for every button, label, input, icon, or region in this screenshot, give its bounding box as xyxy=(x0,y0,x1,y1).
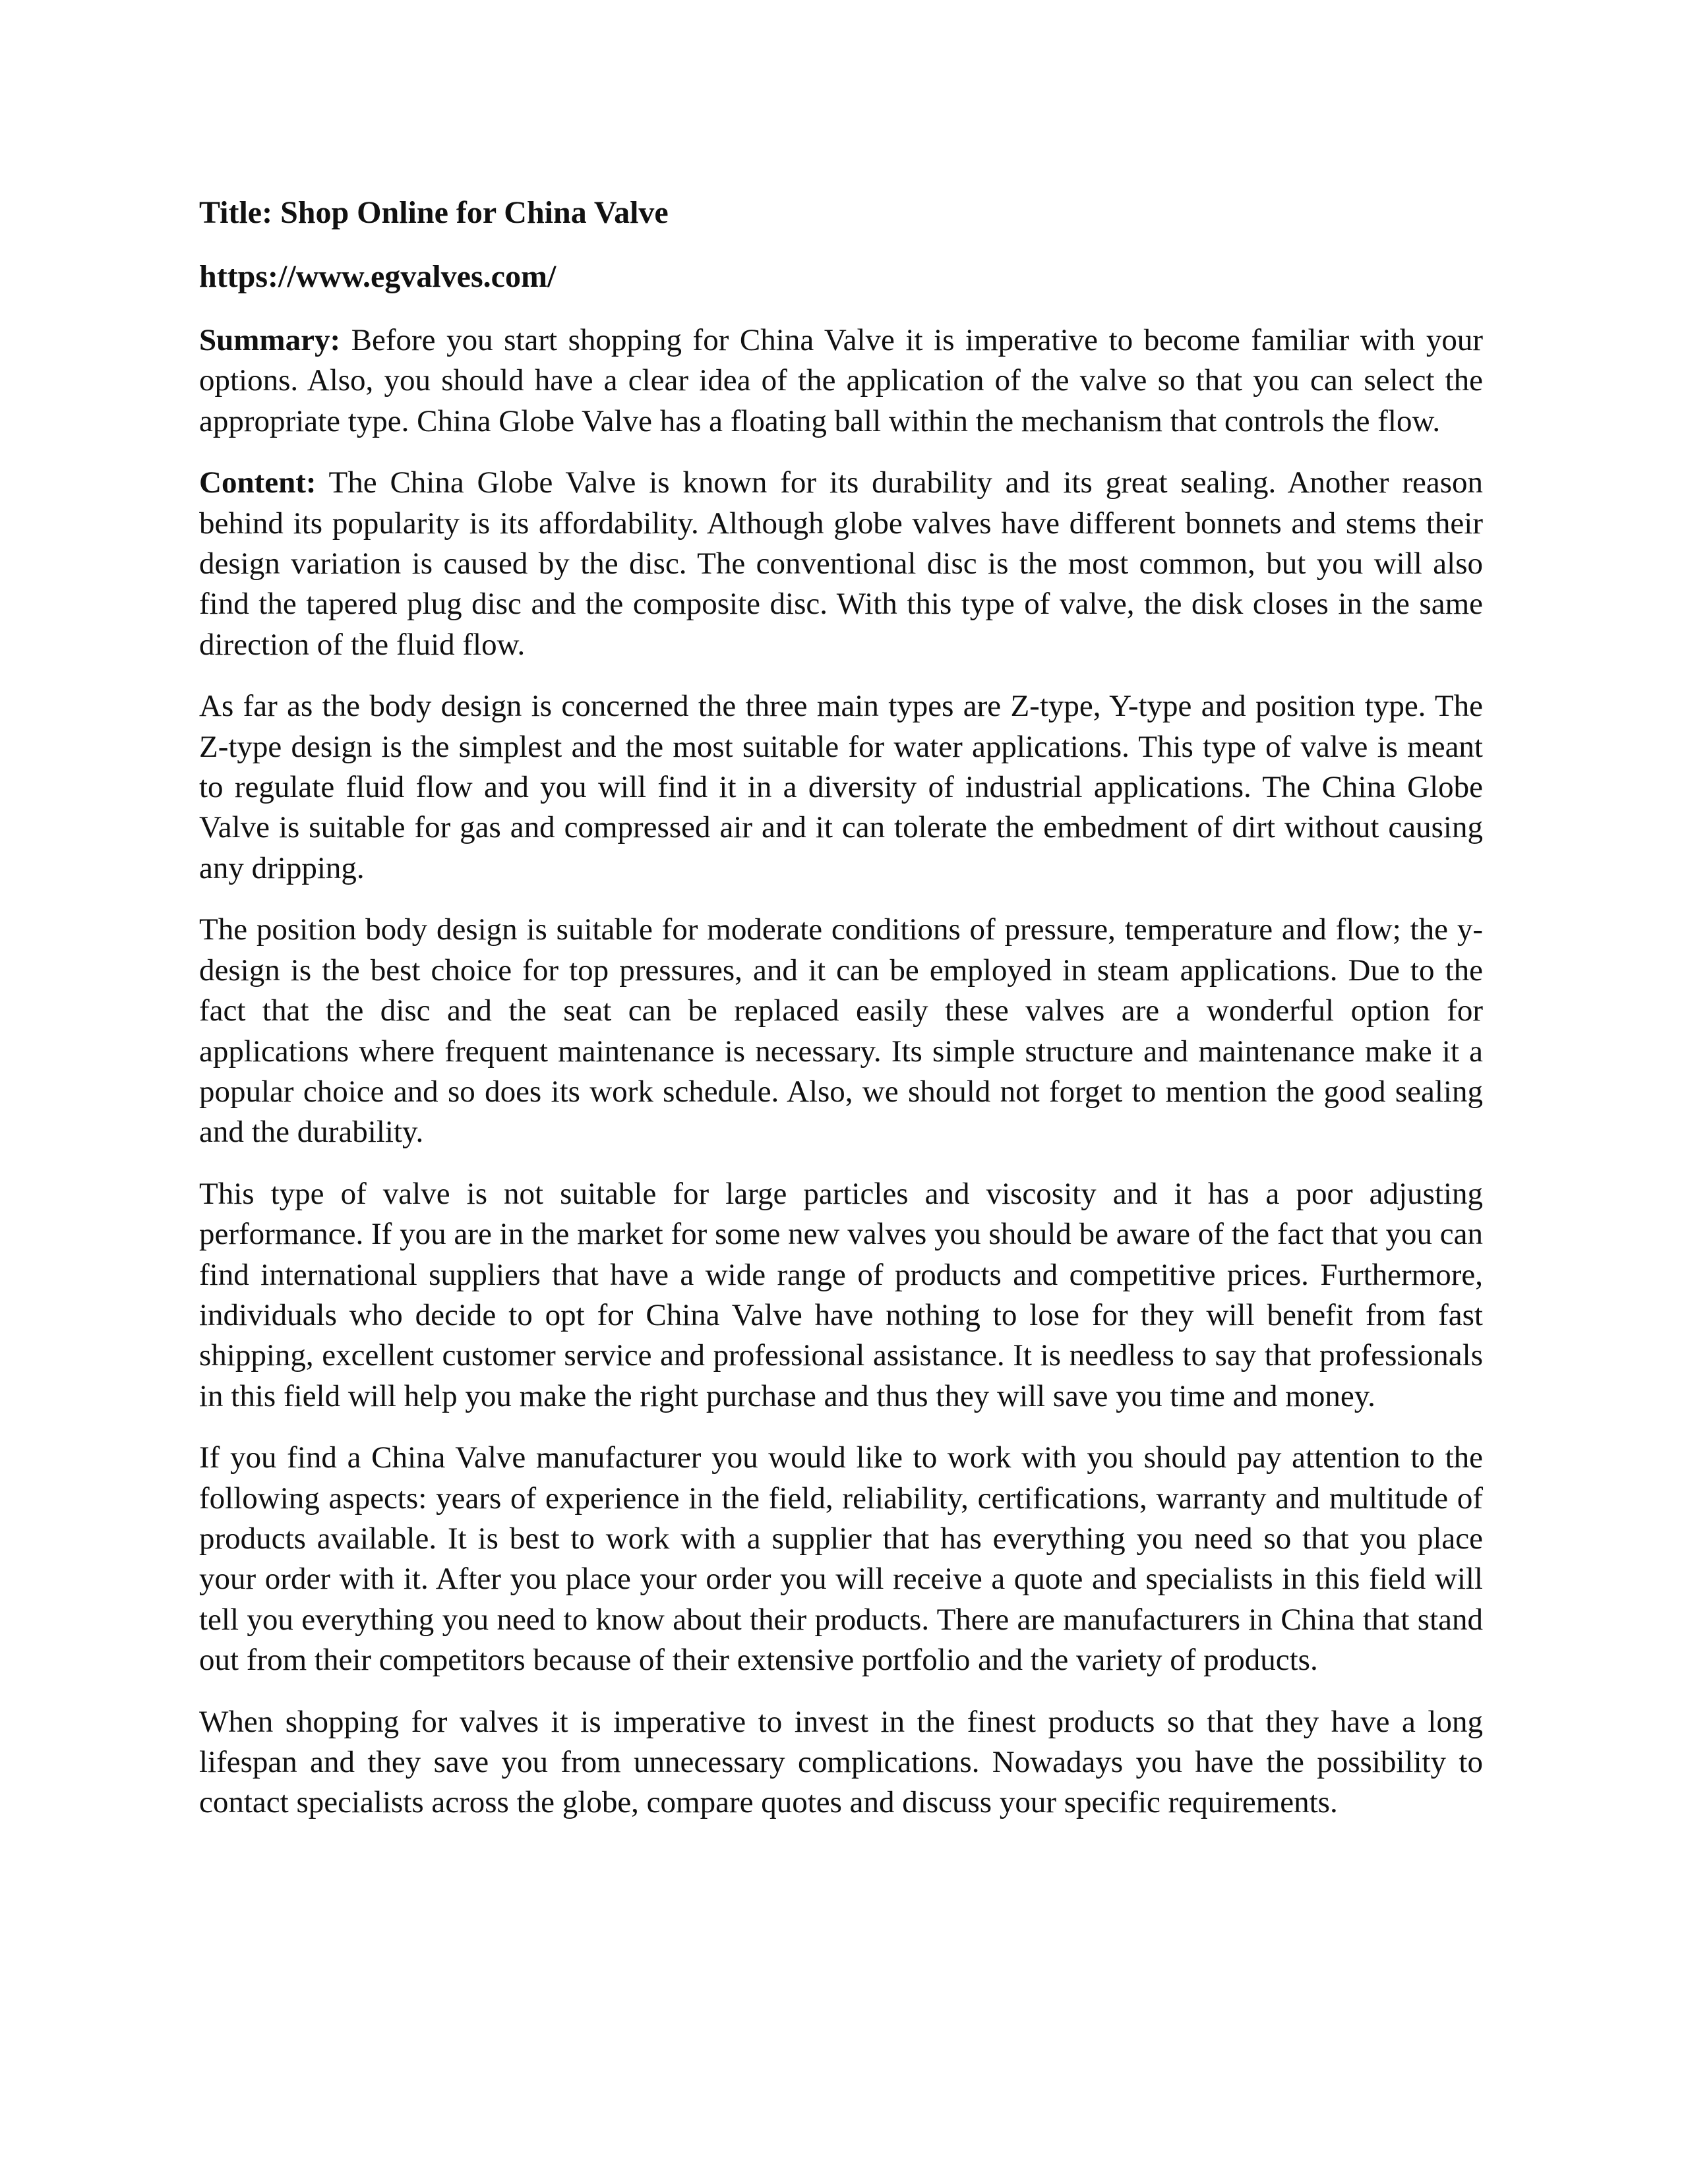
body-paragraph-limitations: This type of valve is not suitable for large particles and viscosity and it has a poor adjusting performance. If you are in the market for some new valves you should be aware of the fact that you can find international suppliers that have a wide range of products and competitive prices. Furthermore, individuals who decide to opt for China Valve have nothing to lose for they will benefit from fast shipping, excellent customer service and professional assistance. It is needless to say that professionals in this field will help you make the right purchase and thus they will save you time and money. xyxy=(199,1176,1483,1413)
summary-paragraph xyxy=(199,320,1483,442)
body-paragraph-body-design: As far as the body design is concerned the three main types are Z-type, Y-type and position type. The Z-type design is the simplest and the most suitable for water applications. This type of valve is meant to regulate fluid flow and you will find it in a diversity of industrial applications. The China Globe Valve is suitable for gas and compressed air and it can tolerate the embedment of dirt without causing any dripping. xyxy=(199,689,1483,885)
summary-label: Summary: xyxy=(199,323,341,357)
document-page xyxy=(199,192,1483,1845)
document-url: https://www.egvalves.com/ xyxy=(199,259,557,294)
body-paragraph-manufacturer: If you find a China Valve manufacturer you would like to work with you should pay attention to the following aspects: years of experience in the field, reliability, certifications, warranty and multitude of products available. It is best to work with a supplier that has everything you need so that you place your order with it. After you place your order you will receive a quote and specialists in this field will tell you everything you need to know about their products. There are manufacturers in China that stand out from their competitors because of their extensive portfolio and the variety of products. xyxy=(199,1440,1483,1678)
summary-text: Before you start shopping for China Valve it is imperative to become familiar with your options. Also, you should have a clear idea of the application of the valve so that you can select the appropriate type. China Globe Valve has a floating ball within the mechanism that controls the flow. xyxy=(199,323,1483,438)
content-label: Content: xyxy=(199,465,316,500)
content-paragraph xyxy=(199,463,1483,665)
body-paragraph-position-design: The position body design is suitable for moderate conditions of pressure, temperature and flow; the y-design is the best choice for top pressures, and it can be employed in steam applications. Due to the fact that the disc and the seat can be replaced easily these valves are a wonderful option for applications where frequent maintenance is necessary. Its simple structure and maintenance make it a popular choice and so does its work schedule. Also, we should not forget to mention the good sealing and the durability. xyxy=(199,912,1483,1150)
content-text: The China Globe Valve is known for its durability and its great sealing. Another reason behind its popularity is its affordability. Although globe valves have different bonnets and stems their design variation is caused by the disc. The conventional disc is the most common, but you will also find the tapered plug disc and the composite disc. With this type of valve, the disk closes in the same direction of the fluid flow. xyxy=(199,465,1483,662)
document-title: Title: Shop Online for China Valve xyxy=(199,195,669,230)
body-paragraph-shopping: When shopping for valves it is imperative to invest in the finest products so that they have a long lifespan and they save you from unnecessary complications. Nowadays you have the possibility to contact specialists across the globe, compare quotes and discuss your specific requirements. xyxy=(199,1704,1483,1820)
